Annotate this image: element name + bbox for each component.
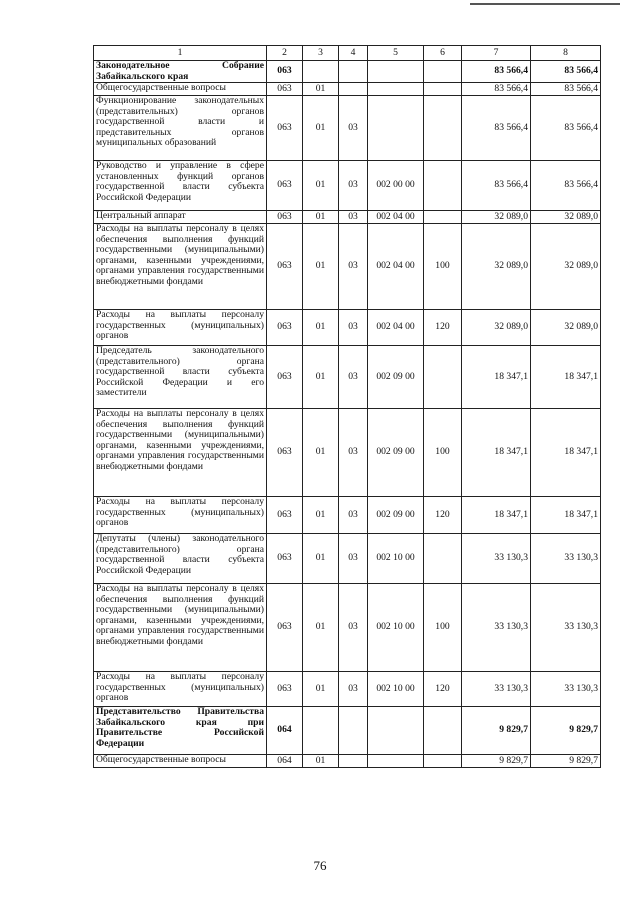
ministry-code: 063 (267, 83, 303, 96)
page-number: 76 (313, 858, 327, 873)
amount-col7: 9 829,7 (462, 707, 531, 755)
ministry-code: 064 (267, 707, 303, 755)
expense-type-code (424, 211, 462, 224)
item-name: Руководство и управление в сфере установленных функций органов государственной власти субъекта Российской Федерации (94, 161, 267, 211)
section-code: 01 (303, 755, 339, 768)
section-code: 01 (303, 211, 339, 224)
table-row (94, 61, 601, 83)
ministry-code: 063 (267, 61, 303, 83)
expense-type-code: 100 (424, 409, 462, 497)
header-cell: 8 (531, 46, 601, 61)
ministry-code: 063 (267, 224, 303, 310)
table-header-row (94, 46, 601, 61)
ministry-code: 063 (267, 409, 303, 497)
amount-col7: 18 347,1 (462, 346, 531, 409)
expense-type-code: 120 (424, 497, 462, 534)
ministry-code: 063 (267, 534, 303, 584)
subsection-code: 03 (339, 161, 368, 211)
table-row (94, 83, 601, 96)
amount-col8: 18 347,1 (531, 497, 601, 534)
amount-col7: 83 566,4 (462, 83, 531, 96)
section-code: 01 (303, 96, 339, 161)
subsection-code (339, 755, 368, 768)
subsection-code: 03 (339, 497, 368, 534)
subsection-code: 03 (339, 211, 368, 224)
header-cell: 1 (94, 46, 267, 61)
section-code: 01 (303, 310, 339, 346)
expense-type-code: 120 (424, 310, 462, 346)
amount-col7: 33 130,3 (462, 584, 531, 672)
table-row (94, 497, 601, 534)
item-name: Расходы на выплаты персоналу государственных (муниципальных) органов (94, 672, 267, 707)
item-name: Общегосударственные вопросы (94, 755, 267, 768)
amount-col8: 33 130,3 (531, 534, 601, 584)
expense-type-code (424, 755, 462, 768)
item-name: Расходы на выплаты персоналу в целях обеспечения выполнения функций государственными (муниципальными) органами, казенными учреждениями, органами управления государственными внебюджетными фондами (94, 409, 267, 497)
table-row (94, 409, 601, 497)
amount-col8: 32 089,0 (531, 224, 601, 310)
header-cell: 2 (267, 46, 303, 61)
amount-col8: 9 829,7 (531, 707, 601, 755)
amount-col7: 32 089,0 (462, 310, 531, 346)
table-row (94, 346, 601, 409)
table-row (94, 161, 601, 211)
target-article-code: 002 04 00 (368, 310, 424, 346)
target-article-code: 002 09 00 (368, 346, 424, 409)
expense-type-code (424, 161, 462, 211)
target-article-code (368, 61, 424, 83)
amount-col7: 83 566,4 (462, 96, 531, 161)
target-article-code: 002 04 00 (368, 224, 424, 310)
expense-type-code: 120 (424, 672, 462, 707)
amount-col8: 9 829,7 (531, 755, 601, 768)
amount-col8: 83 566,4 (531, 96, 601, 161)
item-name: Расходы на выплаты персоналу в целях обеспечения выполнения функций государственными (муниципальными) органами, казенными учреждениями, органами управления государственными внебюджетными фондами (94, 224, 267, 310)
ministry-code: 063 (267, 310, 303, 346)
amount-col7: 32 089,0 (462, 224, 531, 310)
item-name: Законодательное Собрание Забайкальского края (94, 61, 267, 83)
amount-col7: 32 089,0 (462, 211, 531, 224)
table-row (94, 534, 601, 584)
subsection-code: 03 (339, 584, 368, 672)
expense-type-code (424, 707, 462, 755)
target-article-code: 002 00 00 (368, 161, 424, 211)
ministry-code: 063 (267, 497, 303, 534)
target-article-code: 002 04 00 (368, 211, 424, 224)
subsection-code: 03 (339, 310, 368, 346)
amount-col7: 83 566,4 (462, 161, 531, 211)
subsection-code (339, 707, 368, 755)
table-row (94, 211, 601, 224)
ministry-code: 063 (267, 584, 303, 672)
item-name: Расходы на выплаты персоналу в целях обеспечения выполнения функций государственными (муниципальными) органами, казенными учреждениями, органами управления государственными внебюджетными фондами (94, 584, 267, 672)
header-cell: 6 (424, 46, 462, 61)
subsection-code: 03 (339, 224, 368, 310)
amount-col8: 32 089,0 (531, 211, 601, 224)
item-name: Центральный аппарат (94, 211, 267, 224)
item-name: Депутаты (члены) законодательного (представительного) органа государственной власти субъекта Российской Федерации (94, 534, 267, 584)
expense-type-code (424, 534, 462, 584)
section-code (303, 707, 339, 755)
ministry-code: 063 (267, 672, 303, 707)
item-name: Функционирование законодательных (представительных) органов государственной власти и представительных органов муниципальных образований (94, 96, 267, 161)
expense-type-code: 100 (424, 224, 462, 310)
amount-col8: 33 130,3 (531, 672, 601, 707)
table-row (94, 310, 601, 346)
item-name: Расходы на выплаты персоналу государственных (муниципальных) органов (94, 497, 267, 534)
amount-col8: 83 566,4 (531, 161, 601, 211)
amount-col7: 83 566,4 (462, 61, 531, 83)
amount-col8: 83 566,4 (531, 61, 601, 83)
top-rule (470, 3, 620, 5)
subsection-code: 03 (339, 672, 368, 707)
subsection-code: 03 (339, 409, 368, 497)
ministry-code: 063 (267, 96, 303, 161)
subsection-code: 03 (339, 534, 368, 584)
section-code: 01 (303, 584, 339, 672)
section-code: 01 (303, 409, 339, 497)
item-name: Общегосударственные вопросы (94, 83, 267, 96)
header-cell: 4 (339, 46, 368, 61)
amount-col7: 33 130,3 (462, 672, 531, 707)
ministry-code: 063 (267, 211, 303, 224)
subsection-code: 03 (339, 96, 368, 161)
target-article-code (368, 755, 424, 768)
table-row (94, 584, 601, 672)
item-name: Представительство Правительства Забайкальского края при Правительстве Российской Федерации (94, 707, 267, 755)
amount-col7: 33 130,3 (462, 534, 531, 584)
expense-type-code (424, 96, 462, 161)
expense-type-code (424, 61, 462, 83)
amount-col7: 18 347,1 (462, 497, 531, 534)
subsection-code (339, 83, 368, 96)
amount-col8: 18 347,1 (531, 346, 601, 409)
table-row (94, 96, 601, 161)
target-article-code (368, 83, 424, 96)
budget-table (93, 45, 601, 768)
section-code: 01 (303, 224, 339, 310)
table-row (94, 672, 601, 707)
header-cell: 3 (303, 46, 339, 61)
expense-type-code: 100 (424, 584, 462, 672)
section-code (303, 61, 339, 83)
target-article-code (368, 707, 424, 755)
table-row (94, 707, 601, 755)
amount-col7: 9 829,7 (462, 755, 531, 768)
section-code: 01 (303, 83, 339, 96)
amount-col8: 32 089,0 (531, 310, 601, 346)
item-name: Расходы на выплаты персоналу государственных (муниципальных) органов (94, 310, 267, 346)
expense-type-code (424, 346, 462, 409)
target-article-code: 002 10 00 (368, 672, 424, 707)
section-code: 01 (303, 346, 339, 409)
target-article-code: 002 10 00 (368, 534, 424, 584)
table-row (94, 224, 601, 310)
header-cell: 7 (462, 46, 531, 61)
expense-type-code (424, 83, 462, 96)
target-article-code: 002 09 00 (368, 409, 424, 497)
ministry-code: 064 (267, 755, 303, 768)
table-row (94, 755, 601, 768)
amount-col8: 33 130,3 (531, 584, 601, 672)
ministry-code: 063 (267, 161, 303, 211)
header-cell: 5 (368, 46, 424, 61)
item-name: Председатель законодательного (представительного) органа государственной власти субъекта Российской Федерации и его заместители (94, 346, 267, 409)
section-code: 01 (303, 497, 339, 534)
amount-col7: 18 347,1 (462, 409, 531, 497)
section-code: 01 (303, 161, 339, 211)
target-article-code: 002 09 00 (368, 497, 424, 534)
ministry-code: 063 (267, 346, 303, 409)
target-article-code (368, 96, 424, 161)
target-article-code: 002 10 00 (368, 584, 424, 672)
subsection-code (339, 61, 368, 83)
amount-col8: 18 347,1 (531, 409, 601, 497)
section-code: 01 (303, 672, 339, 707)
subsection-code: 03 (339, 346, 368, 409)
section-code: 01 (303, 534, 339, 584)
amount-col8: 83 566,4 (531, 83, 601, 96)
